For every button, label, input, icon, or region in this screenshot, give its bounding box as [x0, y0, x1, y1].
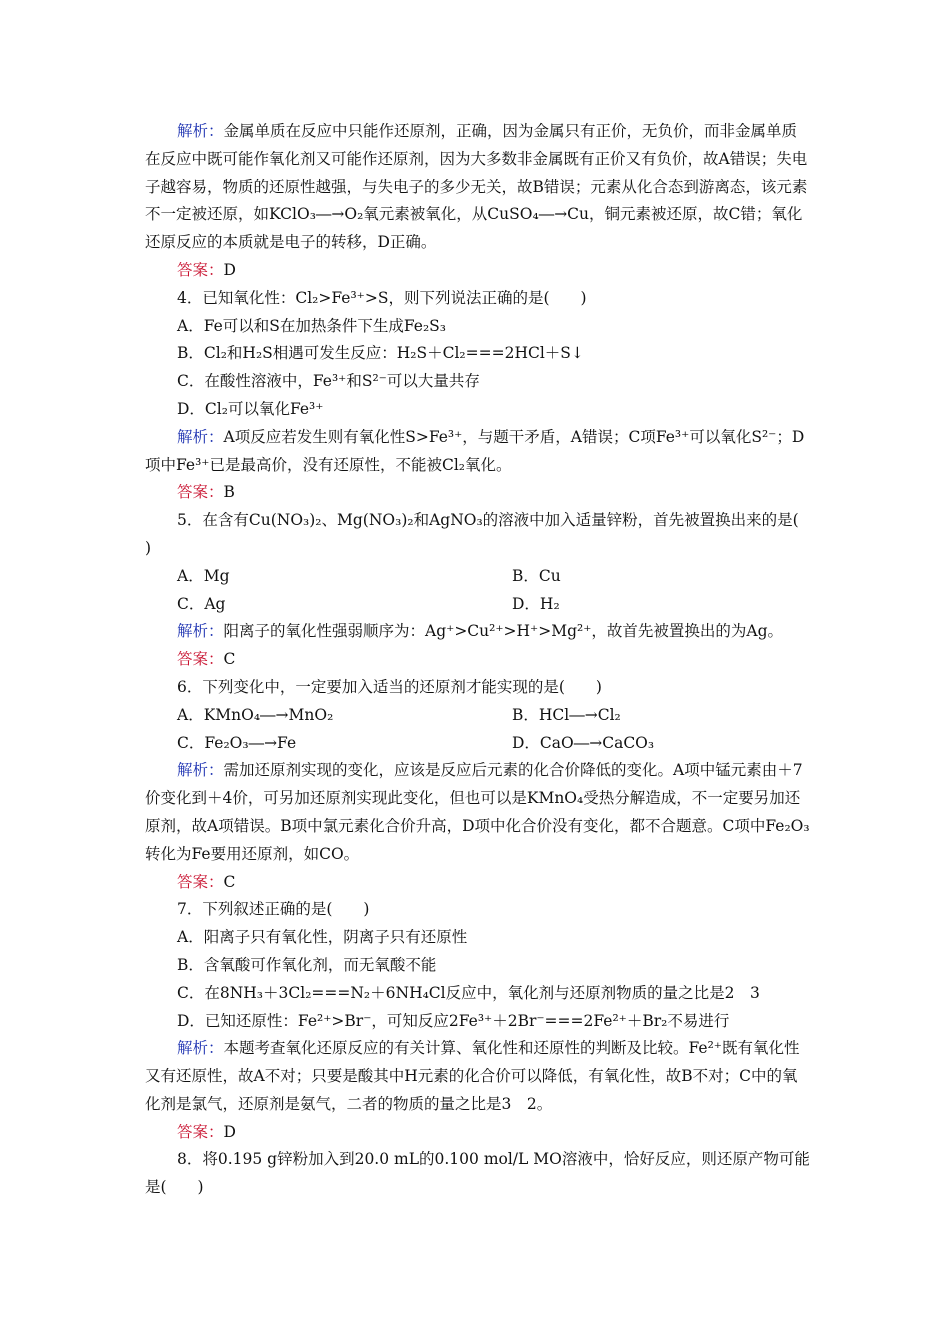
question-4: 4．已知氧化性：Cl₂>Fe³⁺>S，则下列说法正确的是( )	[177, 288, 587, 307]
q5-option-a: A．Mg	[177, 566, 230, 585]
answer-q3	[145, 257, 810, 285]
answer-q7	[145, 1119, 810, 1147]
q5-option-c: C．Ag	[177, 594, 226, 613]
analysis-text: 本题考查氧化还原反应的有关计算、氧化性和还原性的判断及比较。Fe²⁺既有氧化性又有还原性，故A不对；只要是酸其中H元素的化合价可以降低，有氧化性，故B不对；C中的氧化剂是氯气，还原剂是氨气，二者的物质的量之比是3 2。	[145, 1039, 800, 1113]
q4-option-b: B．Cl₂和H₂S相遇可发生反应：H₂S＋Cl₂===2HCl＋S↓	[177, 344, 584, 363]
answer-value: D	[223, 260, 236, 279]
q7-option-a: A．阳离子只有氧化性，阴离子只有还原性	[177, 928, 468, 947]
question-5: 5．在含有Cu(NO₃)₂、Mg(NO₃)₂和AgNO₃的溶液中加入适量锌粉，首先被置换出来的是( )	[145, 511, 830, 557]
answer-label: 答案：	[177, 483, 224, 502]
analysis-q6	[145, 757, 810, 868]
question-8: 8．将0.195 g锌粉加入到20.0 mL的0.100 mol/L MO溶液中，恰好反应，则还原产物可能是( )	[145, 1150, 810, 1197]
q5-options-row-1	[145, 563, 810, 591]
document-page	[145, 118, 830, 1202]
q5-options-row-2	[145, 591, 810, 619]
q7-option-b: B．含氧酸可作氧化剂，而无氧酸不能	[177, 955, 437, 974]
analysis-label: 解析：	[177, 427, 224, 446]
question-7: 7．下列叙述正确的是( )	[177, 900, 370, 919]
q4-option-a: A．Fe可以和S在加热条件下生成Fe₂S₃	[177, 316, 447, 335]
analysis-text: 需加还原剂实现的变化，应该是反应后元素的化合价降低的变化。A项中锰元素由＋7价变化到＋4价，可另加还原剂实现此变化，但也可以是KMnO₄受热分解造成，不一定要另加还原剂，故A项错误。B项中氯元素化合价升高，D项中化合价没有变化，都不合题意。C项中Fe₂O₃转化为Fe要用还原剂，如CO。	[145, 761, 810, 863]
answer-label: 答案：	[177, 650, 224, 669]
answer-label: 答案：	[177, 260, 224, 279]
q6-option-d: D．CaO―→CaCO₃	[512, 733, 655, 752]
q6-option-a: A．KMnO₄―→MnO₂	[177, 705, 334, 724]
answer-q5	[145, 646, 810, 674]
q6-options-row-2	[145, 730, 810, 758]
question-6: 6．下列变化中，一定要加入适当的还原剂才能实现的是( )	[177, 677, 602, 696]
answer-value: D	[223, 1122, 236, 1141]
analysis-text: 金属单质在反应中只能作还原剂，正确，因为金属只有正价，无负价，而非金属单质在反应中既可能作氧化剂又可能作还原剂，因为大多数非金属既有正价又有负价，故A错误；失电子越容易，物质的还原性越强，与失电子的多少无关，故B错误；元素从化合态到游离态，该元素不一定被还原，如KClO₃―→O₂氧元素被氧化，从CuSO₄―→Cu，铜元素被还原，故C错；氧化还原反应的本质就是电子的转移，D正确。	[145, 122, 808, 252]
answer-value: C	[223, 872, 236, 891]
answer-label: 答案：	[177, 1122, 224, 1141]
analysis-label: 解析：	[177, 761, 224, 780]
analysis-label: 解析：	[177, 122, 224, 140]
q4-option-c: C．在酸性溶液中，Fe³⁺和S²⁻可以大量共存	[177, 372, 480, 391]
analysis-q4	[145, 424, 810, 480]
answer-label: 答案：	[177, 872, 224, 891]
q5-option-b: B．Cu	[512, 566, 561, 585]
answer-value: C	[223, 650, 236, 669]
q4-option-d: D．Cl₂可以氧化Fe³⁺	[177, 399, 324, 418]
q6-option-c: C．Fe₂O₃―→Fe	[177, 733, 297, 752]
analysis-q3	[145, 118, 810, 257]
q6-option-b: B．HCl―→Cl₂	[512, 705, 621, 724]
q5-option-d: D．H₂	[512, 594, 560, 613]
analysis-q5	[145, 618, 810, 646]
q6-options-row-1	[145, 702, 810, 730]
analysis-text: 阳离子的氧化性强弱顺序为：Ag⁺>Cu²⁺>H⁺>Mg²⁺，故首先被置换出的为Ag。	[223, 622, 784, 641]
analysis-q7	[145, 1035, 810, 1118]
analysis-label: 解析：	[177, 622, 224, 641]
analysis-label: 解析：	[177, 1039, 224, 1058]
answer-q6	[145, 869, 810, 897]
answer-q4	[145, 479, 810, 507]
answer-value: B	[223, 483, 235, 502]
analysis-text: A项反应若发生则有氧化性S>Fe³⁺，与题干矛盾，A错误；C项Fe³⁺可以氧化S²⁻；D项中Fe³⁺已是最高价，没有还原性，不能被Cl₂氧化。	[145, 427, 805, 474]
q7-option-c: C．在8NH₃＋3Cl₂===N₂＋6NH₄Cl反应中，氧化剂与还原剂物质的量之比是2 3	[177, 983, 760, 1002]
q7-option-d: D．已知还原性：Fe²⁺>Br⁻，可知反应2Fe³⁺＋2Br⁻===2Fe²⁺＋Br₂不易进行	[177, 1011, 730, 1030]
